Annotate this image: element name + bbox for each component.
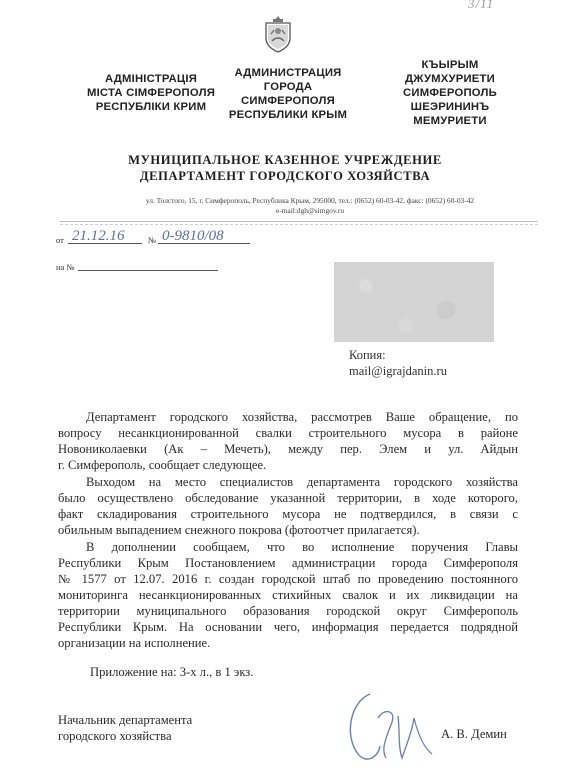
registration-date-line <box>56 229 276 245</box>
header-russian <box>213 66 363 122</box>
header-ct-line: ШЕЭРИНИНЪ <box>410 101 490 113</box>
ref-underline <box>78 270 218 271</box>
header-ru-line: АДМИНИСТРАЦИЯ <box>234 67 342 79</box>
paragraph-line: обильным выпадением снежного покрова (фотоотчет прилагается). <box>58 523 420 537</box>
header-ua-line: МІСТА СІМФЕРОПОЛЯ <box>86 87 216 99</box>
copy-label: Копия: <box>349 348 386 362</box>
paragraph-line: факт складирования строительного мусора не подтвердился, в связи с <box>58 507 518 521</box>
ref-label: на № <box>56 262 75 272</box>
header-ru-line: РЕСПУБЛИКИ КРЫМ <box>228 109 348 121</box>
paragraph-line: территории муниципального образования городской округ Симферополь <box>58 604 518 618</box>
number-label: № <box>148 235 157 245</box>
paragraph-line: № 1577 от 12.07. 2016 г. создан городской штаб по проведению постоянного <box>58 572 518 586</box>
paragraph-line: Выходом на место специалистов департамента городского хозяйства <box>86 475 518 489</box>
paragraph-2 <box>58 474 518 538</box>
header-ua-line: АДМІНІСТРАЦІЯ <box>104 73 198 85</box>
paragraph-line: Республики Крым Постановлением администрации города Симферополя <box>58 556 518 570</box>
org-title-line-1: МУНИЦИПАЛЬНОЕ КАЗЕННОЕ УЧРЕЖДЕНИЕ <box>128 153 442 167</box>
paragraph-line: вопросу несанкционированной свалки строительного мусора в районе <box>58 426 518 440</box>
signer-title-line-1: Начальник департамента <box>58 713 193 727</box>
header-ct-line: МЕМУРИЕТИ <box>413 115 487 127</box>
header-ct-line: СИМФЕРОПОЛЬ <box>403 87 497 99</box>
attachment-note: Приложение на: 3-х л., в 1 экз. <box>90 665 254 679</box>
header-ct-line: ДЖУМХУРИЕТИ <box>405 73 495 85</box>
corner-handwritten-mark: 3/11 <box>468 0 495 11</box>
contact-info <box>60 196 560 216</box>
header-ct-line: КЪЫРЫМ <box>421 59 479 71</box>
paragraph-line: организации на исполнение. <box>58 636 211 650</box>
header-divider <box>60 221 538 222</box>
handwritten-signature <box>340 688 435 768</box>
header-crimean-tatar <box>370 58 530 128</box>
paragraph-line: В дополнении сообщаем, что во исполнение поручения Главы <box>86 540 518 554</box>
paragraph-3 <box>58 539 518 651</box>
contact-address: ул. Толстого, 15, г. Симферополь, Республика Крым, 295000, тел.: (0652) 60-03-42, факс: (0652) 60-03-42 <box>145 196 475 205</box>
contact-email: e-mail:dgh@simgov.ru <box>275 206 345 215</box>
paragraph-line: Республики Крым. На основании чего, информация передается подрядной <box>58 620 518 634</box>
copy-email: mail@igrajdanin.ru <box>349 364 447 378</box>
number-value: 0-9810/08 <box>162 228 224 244</box>
header-ua-line: РЕСПУБЛІКИ КРИМ <box>95 101 207 113</box>
header-ukrainian <box>66 72 236 114</box>
paragraph-line: Новониколаевки (Ак – Мечеть), между пер. Элем и ул. Айдын <box>58 442 518 456</box>
paragraph-line: было осуществлено обследование указанной территории, в ходе которого, <box>58 491 518 505</box>
signer-name: А. В. Демин <box>441 727 507 741</box>
redacted-addressee <box>334 262 494 342</box>
paragraph-line: Департамент городского хозяйства, рассмотрев Ваше обращение, по <box>86 410 518 424</box>
header-divider-dashed <box>60 224 538 225</box>
coat-of-arms-icon <box>263 14 293 54</box>
paragraph-line: мониторинга несанкционированных стихийных свалок и их ликвидации на <box>58 588 518 602</box>
organization-title <box>90 152 480 184</box>
header-ru-line: ГОРОДА <box>263 81 313 93</box>
signer-title-line-2: городского хозяйства <box>58 729 172 743</box>
org-title-line-2: ДЕПАРТАМЕНТ ГОРОДСКОГО ХОЗЯЙСТВА <box>139 169 431 183</box>
paragraph-line: г. Симферополь, сообщает следующее. <box>58 458 267 472</box>
signer-title <box>58 712 192 744</box>
reference-number-line <box>56 256 226 272</box>
date-value: 21.12.16 <box>72 228 125 244</box>
date-label: от <box>56 235 64 245</box>
copy-recipient <box>349 347 447 379</box>
paragraph-1 <box>58 409 518 473</box>
header-ru-line: СИМФЕРОПОЛЯ <box>241 95 335 107</box>
